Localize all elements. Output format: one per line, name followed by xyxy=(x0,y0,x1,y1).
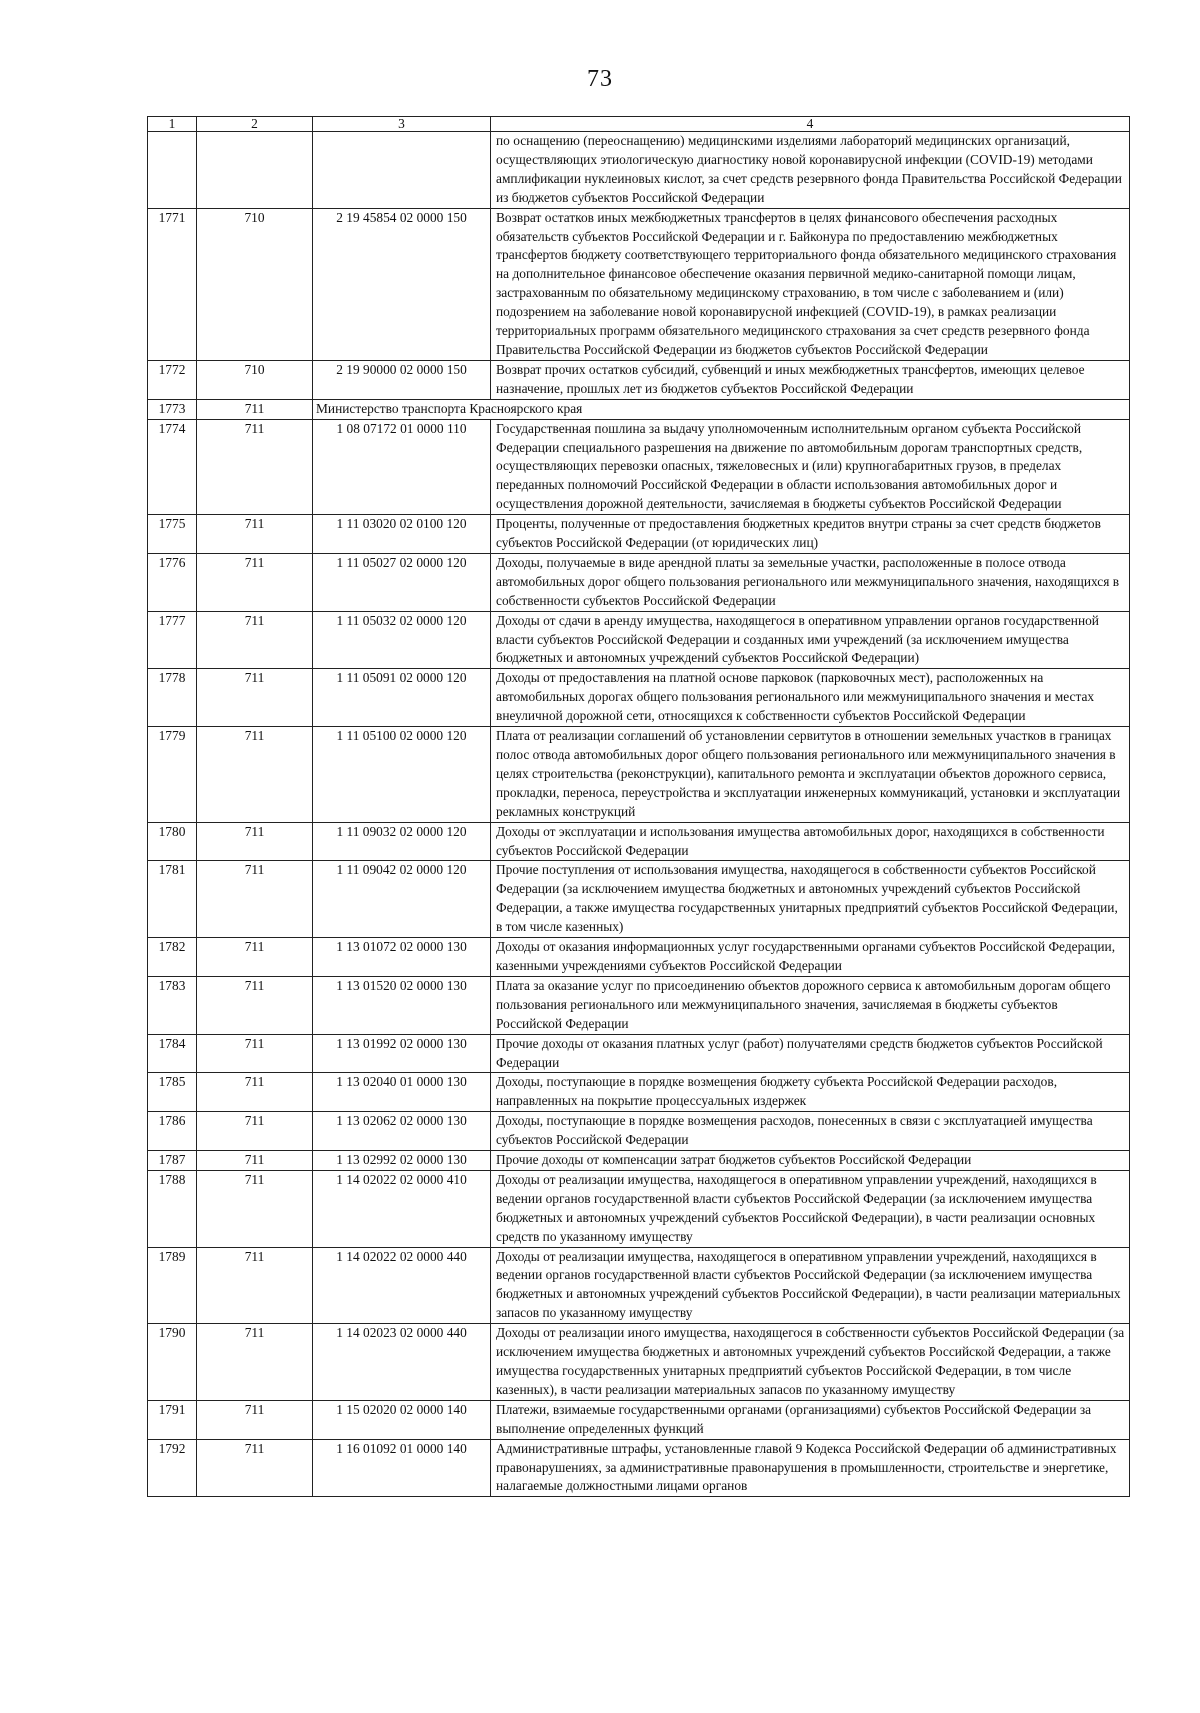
revenue-description: Доходы от реализации имущества, находящегося в оперативном управлении учреждений, находящихся в ведении органов государственной власти субъектов Российской Федерации (за исключением имущества бюджетных и автономных учреждений субъектов Российской Федерации), в части реализации материальных запасов по указанному имуществу xyxy=(491,1247,1130,1324)
budget-classification-code: 1 14 02023 02 0000 440 xyxy=(313,1324,491,1401)
budget-classification-code: 1 13 01992 02 0000 130 xyxy=(313,1034,491,1073)
row-number: 1777 xyxy=(148,611,197,669)
admin-code: 711 xyxy=(197,1439,313,1497)
budget-classification-code: 1 16 01092 01 0000 140 xyxy=(313,1439,491,1497)
table-row xyxy=(148,1112,1130,1151)
table-row xyxy=(148,419,1130,515)
admin-code: 711 xyxy=(197,1151,313,1171)
page-number: 73 xyxy=(587,66,613,92)
table-row xyxy=(148,1151,1130,1171)
revenue-description: Доходы, получаемые в виде арендной платы за земельные участки, расположенные в полосе отвода автомобильных дорог общего пользования регионального или межмуниципального значения, находящихся в собственности субъектов Российской Федерации xyxy=(491,553,1130,611)
row-number: 1788 xyxy=(148,1170,197,1247)
admin-code: 711 xyxy=(197,1324,313,1401)
admin-code: 711 xyxy=(197,727,313,823)
continuation-description: по оснащению (переоснащению) медицинскими изделиями лабораторий медицинских организаций, осуществляющих этиологическую диагностику новой коронавирусной инфекции (COVID-19) методами амплификации нуклеиновых кислот, за счет средств резервного фонда Правительства Российской Федерации из бюджетов субъектов Российской Федерации xyxy=(491,132,1130,209)
revenue-description: Доходы от оказания информационных услуг государственными органами субъектов Российской Федерации, казенными учреждениями субъектов Российской Федерации xyxy=(491,938,1130,977)
admin-code: 711 xyxy=(197,976,313,1034)
revenue-description: Доходы от реализации иного имущества, находящегося в собственности субъектов Российской Федерации (за исключением имущества бюджетных и автономных учреждений субъектов Российской Федерации, а также имущества государственных унитарных предприятий субъектов Российской Федерации, в том числе казенных), в части реализации материальных запасов по указанному имуществу xyxy=(491,1324,1130,1401)
admin-code: 711 xyxy=(197,669,313,727)
budget-classification-code: 1 08 07172 01 0000 110 xyxy=(313,419,491,515)
row-number: 1783 xyxy=(148,976,197,1034)
row-number: 1778 xyxy=(148,669,197,727)
admin-code: 711 xyxy=(197,611,313,669)
admin-code: 711 xyxy=(197,1112,313,1151)
revenue-description: Плата за оказание услуг по присоединению объектов дорожного сервиса к автомобильным дорогам общего пользования регионального или межмуниципального значения, зачисляемая в бюджеты субъектов Российской Федерации xyxy=(491,976,1130,1034)
table-row xyxy=(148,861,1130,938)
revenue-description: Прочие поступления от использования имущества, находящегося в собственности субъектов Российской Федерации (за исключением имущества бюджетных и автономных учреждений субъектов Российской Федерации, а также имущества государственных унитарных предприятий субъектов Российской Федерации, в том числе казенных) xyxy=(491,861,1130,938)
row-number: 1775 xyxy=(148,515,197,554)
admin-code: 711 xyxy=(197,861,313,938)
budget-classification-code: 1 13 02062 02 0000 130 xyxy=(313,1112,491,1151)
budget-classification-code: 1 13 02992 02 0000 130 xyxy=(313,1151,491,1171)
row-number: 1771 xyxy=(148,208,197,360)
row-number: 1790 xyxy=(148,1324,197,1401)
admin-code: 711 xyxy=(197,1073,313,1112)
table-row xyxy=(148,611,1130,669)
table-row xyxy=(148,553,1130,611)
revenue-description: Проценты, полученные от предоставления бюджетных кредитов внутри страны за счет средств бюджетов субъектов Российской Федерации (от юридических лиц) xyxy=(491,515,1130,554)
row-number: 1779 xyxy=(148,727,197,823)
budget-classification-code: 1 11 05032 02 0000 120 xyxy=(313,611,491,669)
revenue-description: Доходы, поступающие в порядке возмещения бюджету субъекта Российской Федерации расходов, направленных на покрытие процессуальных издержек xyxy=(491,1073,1130,1112)
revenue-description: Доходы от реализации имущества, находящегося в оперативном управлении учреждений, находящихся в ведении органов государственной власти субъектов Российской Федерации (за исключением имущества бюджетных и автономных учреждений субъектов Российской Федерации), в части реализации основных средств по указанному имуществу xyxy=(491,1170,1130,1247)
column-header-2: 2 xyxy=(197,117,313,132)
budget-classification-code: 1 11 05091 02 0000 120 xyxy=(313,669,491,727)
table-row xyxy=(148,1400,1130,1439)
column-header-4: 4 xyxy=(491,117,1130,132)
budget-classification-code: 1 13 01072 02 0000 130 xyxy=(313,938,491,977)
revenue-description: Плата от реализации соглашений об установлении сервитутов в отношении земельных участков в границах полос отвода автомобильных дорог общего пользования регионального или межмуниципального значения в целях строительства (реконструкции), капитального ремонта и эксплуатации объектов дорожного сервиса, прокладки, переноса, переустройства и эксплуатации инженерных коммуникаций, установки и эксплуатации рекламных конструкций xyxy=(491,727,1130,823)
budget-classification-code: 1 14 02022 02 0000 410 xyxy=(313,1170,491,1247)
header-row xyxy=(148,117,1130,132)
admin-code: 711 xyxy=(197,515,313,554)
row-number: 1784 xyxy=(148,1034,197,1073)
continuation-row xyxy=(148,132,1130,209)
budget-classification-code: 1 13 01520 02 0000 130 xyxy=(313,976,491,1034)
row-number: 1786 xyxy=(148,1112,197,1151)
row-number: 1780 xyxy=(148,822,197,861)
revenue-description: Возврат остатков иных межбюджетных трансфертов в целях финансового обеспечения расходных обязательств субъектов Российской Федерации и г. Байконура по предоставлению межбюджетных трансфертов бюджету соответствующего территориального фонда обязательного медицинского страхования на дополнительное финансовое обеспечение оказания первичной медико-санитарной помощи лицам, застрахованным по обязательному медицинскому страхованию, в том числе с заболеванием и (или) подозрением на заболевание новой коронавирусной инфекцией (COVID-19), в рамках реализации территориальных программ обязательного медицинского страхования за счет средств резервного фонда Правительства Российской Федерации из бюджетов субъектов Российской Федерации xyxy=(491,208,1130,360)
revenue-codes-table xyxy=(147,116,1130,1497)
row-number: 1782 xyxy=(148,938,197,977)
budget-classification-code: 1 15 02020 02 0000 140 xyxy=(313,1400,491,1439)
revenue-description: Прочие доходы от оказания платных услуг (работ) получателями средств бюджетов субъектов Российской Федерации xyxy=(491,1034,1130,1073)
revenue-description: Доходы, поступающие в порядке возмещения расходов, понесенных в связи с эксплуатацией имущества субъектов Российской Федерации xyxy=(491,1112,1130,1151)
row-number: 1792 xyxy=(148,1439,197,1497)
admin-code: 710 xyxy=(197,208,313,360)
row-number: 1772 xyxy=(148,360,197,399)
rows-after-group xyxy=(148,419,1130,1497)
budget-classification-code: 2 19 90000 02 0000 150 xyxy=(313,360,491,399)
budget-classification-code: 1 13 02040 01 0000 130 xyxy=(313,1073,491,1112)
table-row xyxy=(148,1324,1130,1401)
budget-classification-code: 1 11 05027 02 0000 120 xyxy=(313,553,491,611)
budget-classification-code: 1 11 05100 02 0000 120 xyxy=(313,727,491,823)
table-row xyxy=(148,938,1130,977)
revenue-description: Доходы от сдачи в аренду имущества, находящегося в оперативном управлении органов государственной власти субъектов Российской Федерации и созданных ими учреждений (за исключением имущества бюджетных и автономных учреждений субъектов Российской Федерации) xyxy=(491,611,1130,669)
admin-code: 710 xyxy=(197,360,313,399)
column-header-1: 1 xyxy=(148,117,197,132)
revenue-description: Прочие доходы от компенсации затрат бюджетов субъектов Российской Федерации xyxy=(491,1151,1130,1171)
row-number: 1789 xyxy=(148,1247,197,1324)
table-row xyxy=(148,1439,1130,1497)
admin-code: 711 xyxy=(197,822,313,861)
admin-code: 711 xyxy=(197,553,313,611)
revenue-description: Государственная пошлина за выдачу уполномоченным исполнительным органом субъекта Российской Федерации специального разрешения на движение по автомобильным дорогам транспортных средств, осуществляющих перевозки опасных, тяжеловесных и (или) крупногабаритных грузов, в пределах переданных полномочий Российской Федерации в области использования автомобильных дорог и осуществления дорожной деятельности, зачисляемая в бюджеты субъектов Российской Федерации xyxy=(491,419,1130,515)
admin-code: 711 xyxy=(197,1034,313,1073)
ministry-name: Министерство транспорта Красноярского края xyxy=(313,399,1130,419)
table-row xyxy=(148,515,1130,554)
admin-code: 711 xyxy=(197,1170,313,1247)
budget-classification-code: 1 11 03020 02 0100 120 xyxy=(313,515,491,554)
table-row xyxy=(148,1247,1130,1324)
revenue-description: Административные штрафы, установленные главой 9 Кодекса Российской Федерации об административных правонарушениях, за административные правонарушения в промышленности, строительстве и энергетике, налагаемые должностными лицами органов xyxy=(491,1439,1130,1497)
admin-code: 711 xyxy=(197,1247,313,1324)
row-number: 1774 xyxy=(148,419,197,515)
table-row xyxy=(148,976,1130,1034)
budget-classification-code: 1 14 02022 02 0000 440 xyxy=(313,1247,491,1324)
admin-code: 711 xyxy=(197,419,313,515)
row-number: 1781 xyxy=(148,861,197,938)
row-number: 1785 xyxy=(148,1073,197,1112)
row-number: 1776 xyxy=(148,553,197,611)
rows-before-group xyxy=(148,208,1130,399)
table-row xyxy=(148,360,1130,399)
revenue-description: Доходы от эксплуатации и использования имущества автомобильных дорог, находящихся в собственности субъектов Российской Федерации xyxy=(491,822,1130,861)
table-row xyxy=(148,208,1130,360)
column-header-3: 3 xyxy=(313,117,491,132)
row-number: 1791 xyxy=(148,1400,197,1439)
ministry-row xyxy=(148,399,1130,419)
budget-classification-code: 1 11 09042 02 0000 120 xyxy=(313,861,491,938)
revenue-description: Доходы от предоставления на платной основе парковок (парковочных мест), расположенных на автомобильных дорогах общего пользования регионального или межмуниципального значения и местах внеуличной дорожной сети, относящихся к собственности субъектов Российской Федерации xyxy=(491,669,1130,727)
admin-code: 711 xyxy=(197,1400,313,1439)
table-row xyxy=(148,822,1130,861)
revenue-description: Возврат прочих остатков субсидий, субвенций и иных межбюджетных трансфертов, имеющих целевое назначение, прошлых лет из бюджетов субъектов Российской Федерации xyxy=(491,360,1130,399)
ministry-row-number: 1773 xyxy=(148,399,197,419)
ministry-row-admin-code: 711 xyxy=(197,399,313,419)
table-row xyxy=(148,1034,1130,1073)
table-row xyxy=(148,669,1130,727)
admin-code: 711 xyxy=(197,938,313,977)
budget-classification-code: 2 19 45854 02 0000 150 xyxy=(313,208,491,360)
table-row xyxy=(148,727,1130,823)
budget-classification-code: 1 11 09032 02 0000 120 xyxy=(313,822,491,861)
table-row xyxy=(148,1073,1130,1112)
row-number: 1787 xyxy=(148,1151,197,1171)
revenue-description: Платежи, взимаемые государственными органами (организациями) субъектов Российской Федерации за выполнение определенных функций xyxy=(491,1400,1130,1439)
table-row xyxy=(148,1170,1130,1247)
